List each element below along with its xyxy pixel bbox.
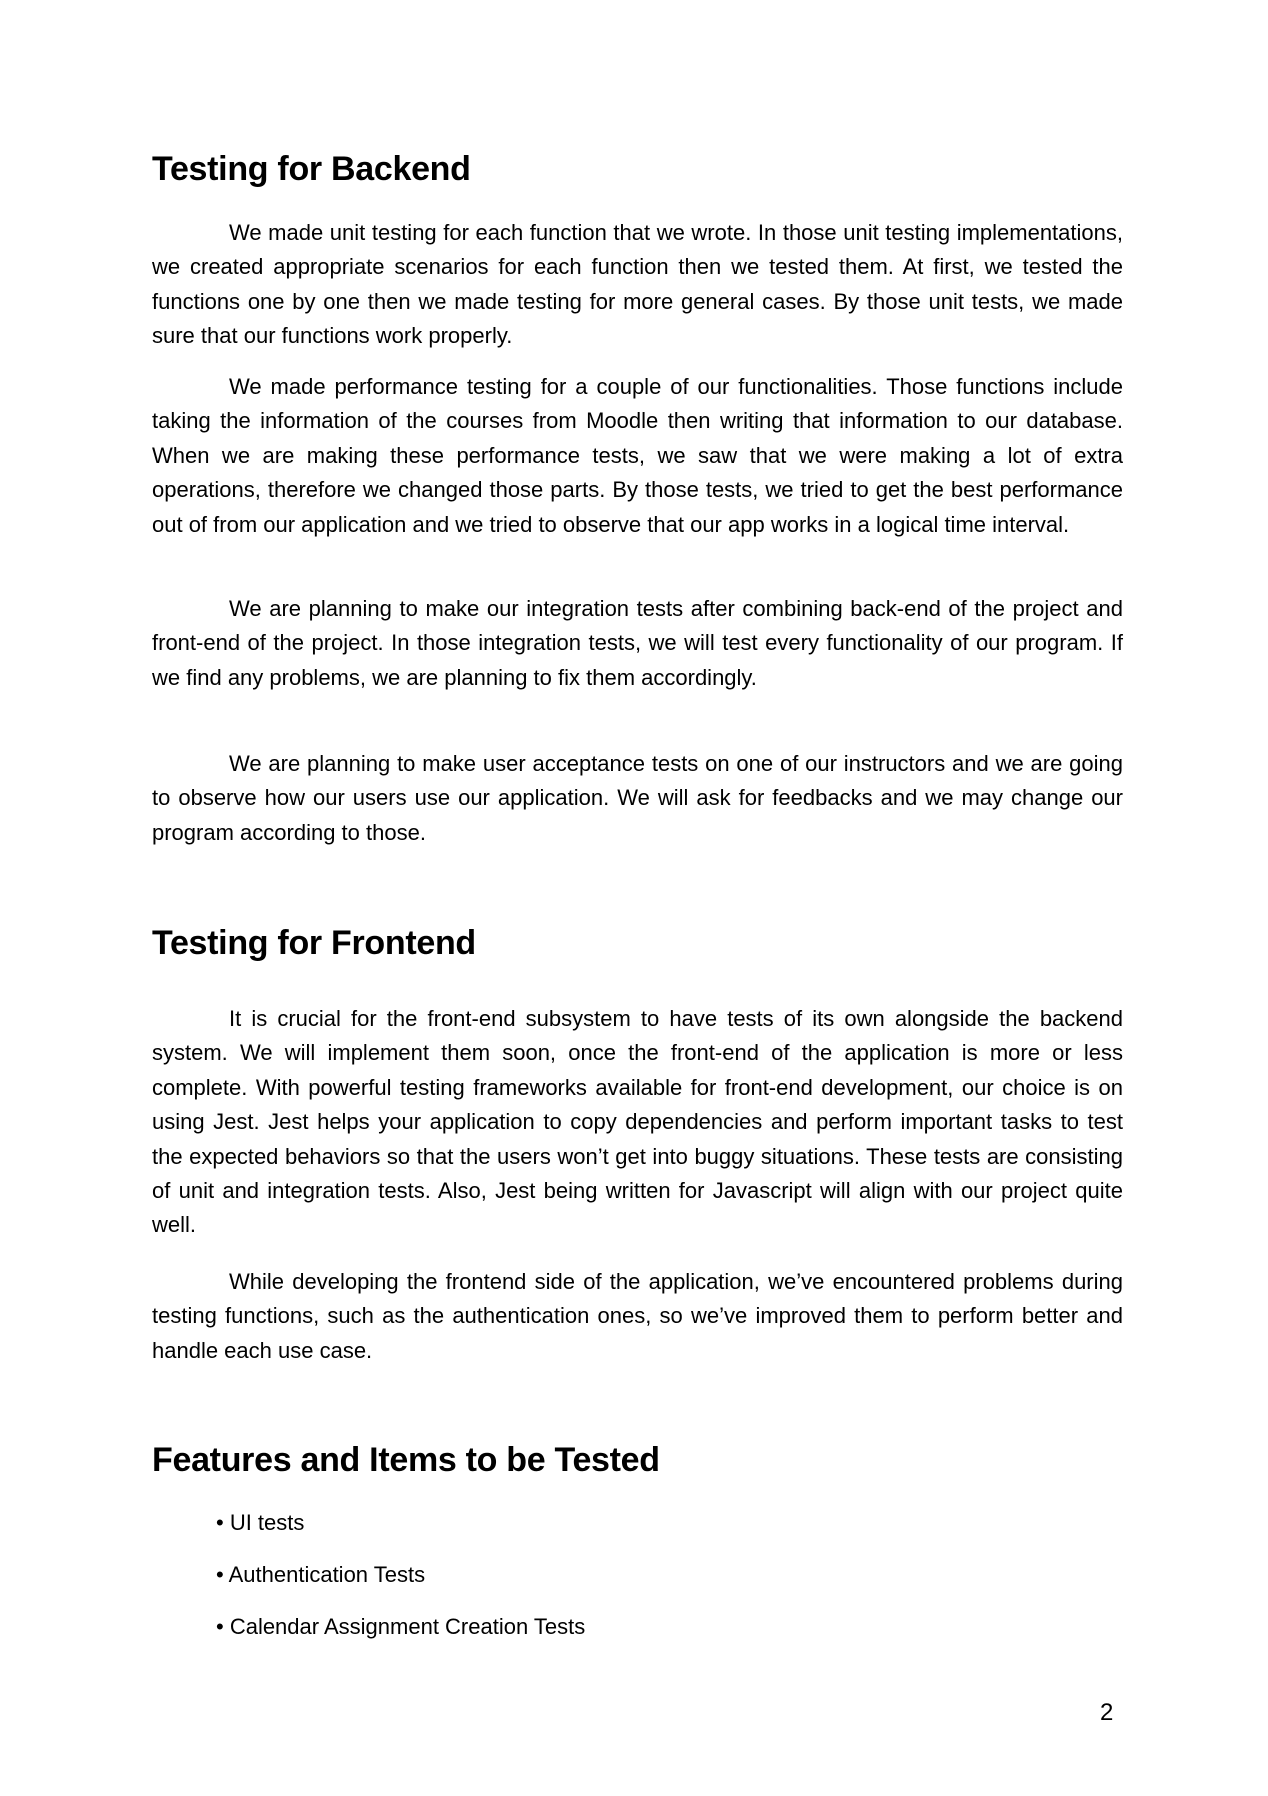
list-item-calendar-assignment-tests: • Calendar Assignment Creation Tests [216,1614,586,1639]
frontend-paragraph-jest: It is crucial for the front-end subsystem to have tests of its own alongside the backend system. We will implement them soon, once the front-end of the application is more or less complete. With powerful testing frameworks available for front-end development, our choice is on using Jest. Jest helps your application to copy dependencies and perform important tasks to test the expected behaviors so that the users won’t get into buggy situations. These tests are consisting of unit and integration tests. Also, Jest being written for Javascript will align with our project quite well. [152,1006,1123,1238]
list-item-authentication-tests: • Authentication Tests [216,1562,426,1587]
backend-paragraph-integration-testing: We are planning to make our integration tests after combining back-end of the project and front-end of the project. In those integration tests, we will test every functionality of our program. If we find any problems, we are planning to fix them accordingly. [152,596,1123,690]
heading-testing-for-frontend: Testing for Frontend [152,924,476,962]
list-item-ui-tests: • UI tests [216,1510,305,1535]
backend-paragraph-user-acceptance-testing: We are planning to make user acceptance tests on one of our instructors and we are going to observe how our users use our application. We will ask for feedbacks and we may change our program according to those. [152,751,1123,845]
heading-features-and-items: Features and Items to be Tested [152,1441,660,1479]
heading-testing-for-backend: Testing for Backend [152,150,471,188]
backend-paragraph-unit-testing: We made unit testing for each function that we wrote. In those unit testing implementations, we created appropriate scenarios for each function then we tested them. At first, we tested the functions one by one then we made testing for more general cases. By those unit tests, we made sure that our functions work properly. [152,220,1123,349]
feature-list [216,1506,585,1662]
frontend-paragraph-problems: While developing the frontend side of the application, we’ve encountered problems during testing functions, such as the authentication ones, so we’ve improved them to perform better and handle each use case. [152,1269,1123,1363]
page-number: 2 [1100,1699,1114,1726]
backend-paragraph-performance-testing: We made performance testing for a couple of our functionalities. Those functions include taking the information of the courses from Moodle then writing that information to our database. When we are making these performance tests, we saw that we were making a lot of extra operations, therefore we changed those parts. By those tests, we tried to get the best performance out of from our application and we tried to observe that our app works in a logical time interval. [152,374,1123,537]
